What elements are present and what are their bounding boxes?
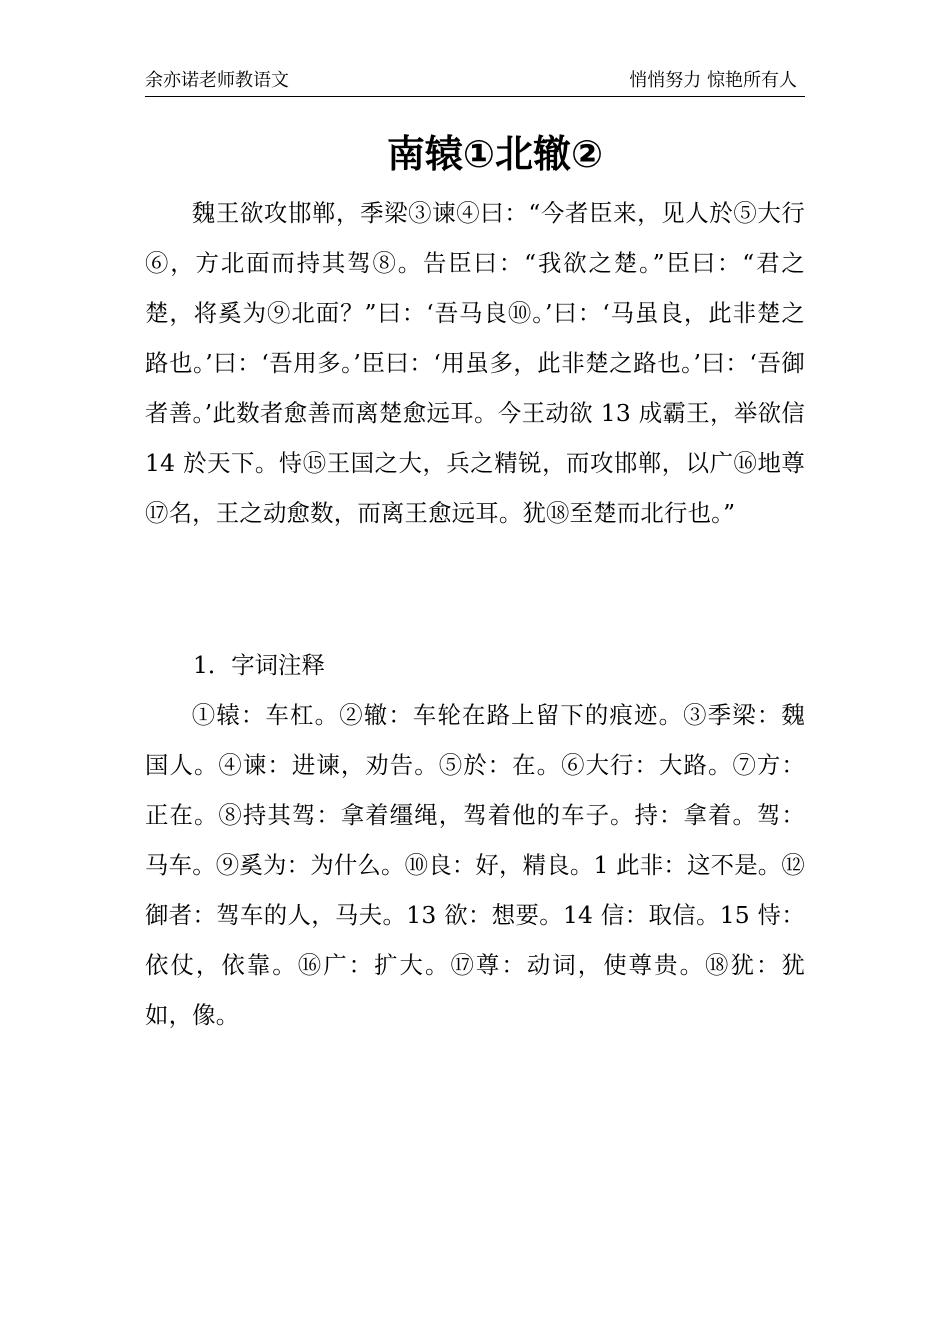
- notes-heading: 1．字词注释: [193, 651, 325, 679]
- passage-text: 魏王欲攻邯郸，季梁③谏④曰：“今者臣来，见人於⑤大行⑥，方北面而持其驾⑧。告臣曰：“我欲之楚。”臣曰：“君之楚，将奚为⑨北面？”曰：‘吾马良⑩。’曰：‘马虽良，此非楚之路也。’曰：‘吾用多。’臣曰：‘用虽多，此非楚之路也。’曰：‘吾御者善。’此数者愈善而离楚愈远耳。今王动欲 13 成霸王，举欲信 14 於天下。恃⑮王国之大，兵之精锐，而攻邯郸，以广⑯地尊⑰名，王之动愈数，而离王愈远耳。犹⑱至楚而北行也。”: [145, 199, 805, 527]
- header-left-text: 余亦诺老师教语文: [145, 70, 289, 91]
- page-header: [145, 66, 805, 97]
- page-title: 南辕①北辙②: [386, 132, 604, 176]
- header-right-text: 悄悄努力 惊艳所有人: [629, 70, 797, 91]
- notes-text: ①辕：车杠。②辙：车轮在路上留下的痕迹。③季梁：魏国人。④谏：进谏，劝告。⑤於：在。⑥大行：大路。⑦方：正在。⑧持其驾：拿着缰绳，驾着他的车子。持：拿着。驾：马车。⑨奚为：为什么。⑩良：好，精良。1 此非：这不是。⑫御者：驾车的人，马夫。13 欲：想要。14 信：取信。15 恃：依仗，依靠。⑯广：扩大。⑰尊：动词，使尊贵。⑱犹：犹如，像。: [145, 701, 805, 1029]
